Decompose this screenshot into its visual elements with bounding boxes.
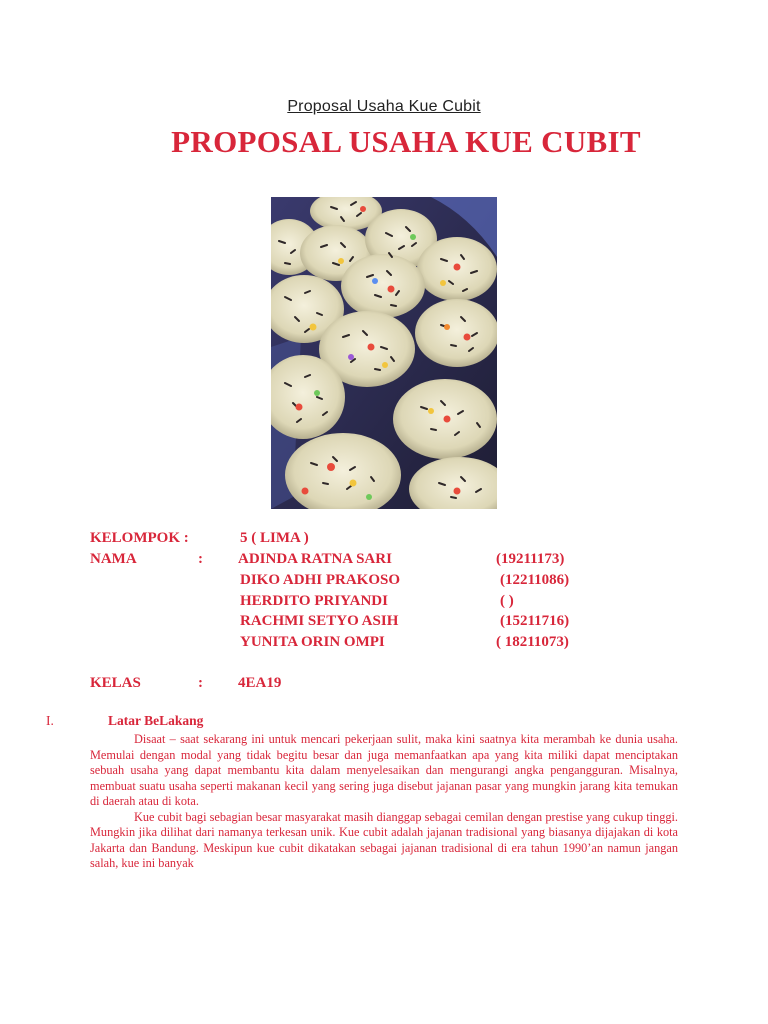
member-id: ( 18211073)	[496, 634, 569, 650]
section-body	[90, 732, 678, 872]
member-id: ( )	[500, 593, 514, 609]
member-name: YUNITA ORIN OMPI	[240, 634, 385, 650]
nama-colon: :	[198, 551, 203, 567]
kelas-label: KELAS	[90, 675, 141, 691]
kue-cubit-photo	[271, 197, 497, 509]
member-name: RACHMI SETYO ASIH	[240, 613, 399, 629]
header-title: Proposal Usaha Kue Cubit	[287, 98, 481, 115]
nama-label: NAMA	[90, 551, 137, 567]
main-title: PROPOSAL USAHA KUE CUBIT	[171, 124, 641, 159]
member-id: (15211716)	[500, 613, 570, 629]
paragraph: Disaat – saat sekarang ini untuk mencari pekerjaan sulit, maka kini saatnya kita merambah ke dunia usaha. Memulai dengan modal yang tidak begitu besar dan juga memanfaatkan apa yang kita miliki dapat menciptakan sebuah usaha yang dapat membantu kita dalam menyelesaikan dan mengurangi angka pengangguran. Misalnya, membuat suatu usaha seperti makanan kecil yang sering juga disebut jajanan pasar yang mungkin jarang kita temukan di daerah atau di kota.	[90, 732, 678, 808]
member-name: ADINDA RATNA SARI	[238, 551, 392, 567]
member-name: DIKO ADHI PRAKOSO	[240, 572, 401, 588]
member-id: (12211086)	[500, 572, 570, 588]
section-title: Latar BeLakang	[108, 713, 204, 728]
kelompok-label: KELOMPOK :	[90, 530, 189, 546]
paragraph: Kue cubit bagi sebagian besar masyarakat masih dianggap sebagai cemilan dengan prestise yang cukup tinggi. Mungkin jika dilihat dari namanya terkesan unik. Kue cubit adalah jajanan tradisional yang biasanya dijajakan di kota Jakarta dan Bandung. Meskipun kue cubit dikatakan sebagai jajanan tradisional di era tahun 1990’an namun jangan salah, kue ini banyak	[90, 809, 678, 870]
kelompok-value: 5 ( LIMA )	[240, 530, 309, 546]
kue-cubit-illustration	[271, 197, 497, 509]
kelas-colon: :	[198, 675, 203, 691]
kelas-value: 4EA19	[238, 675, 282, 691]
section-number: I.	[46, 713, 54, 728]
member-name: HERDITO PRIYANDI	[240, 593, 388, 609]
member-id: (19211173)	[496, 551, 565, 567]
